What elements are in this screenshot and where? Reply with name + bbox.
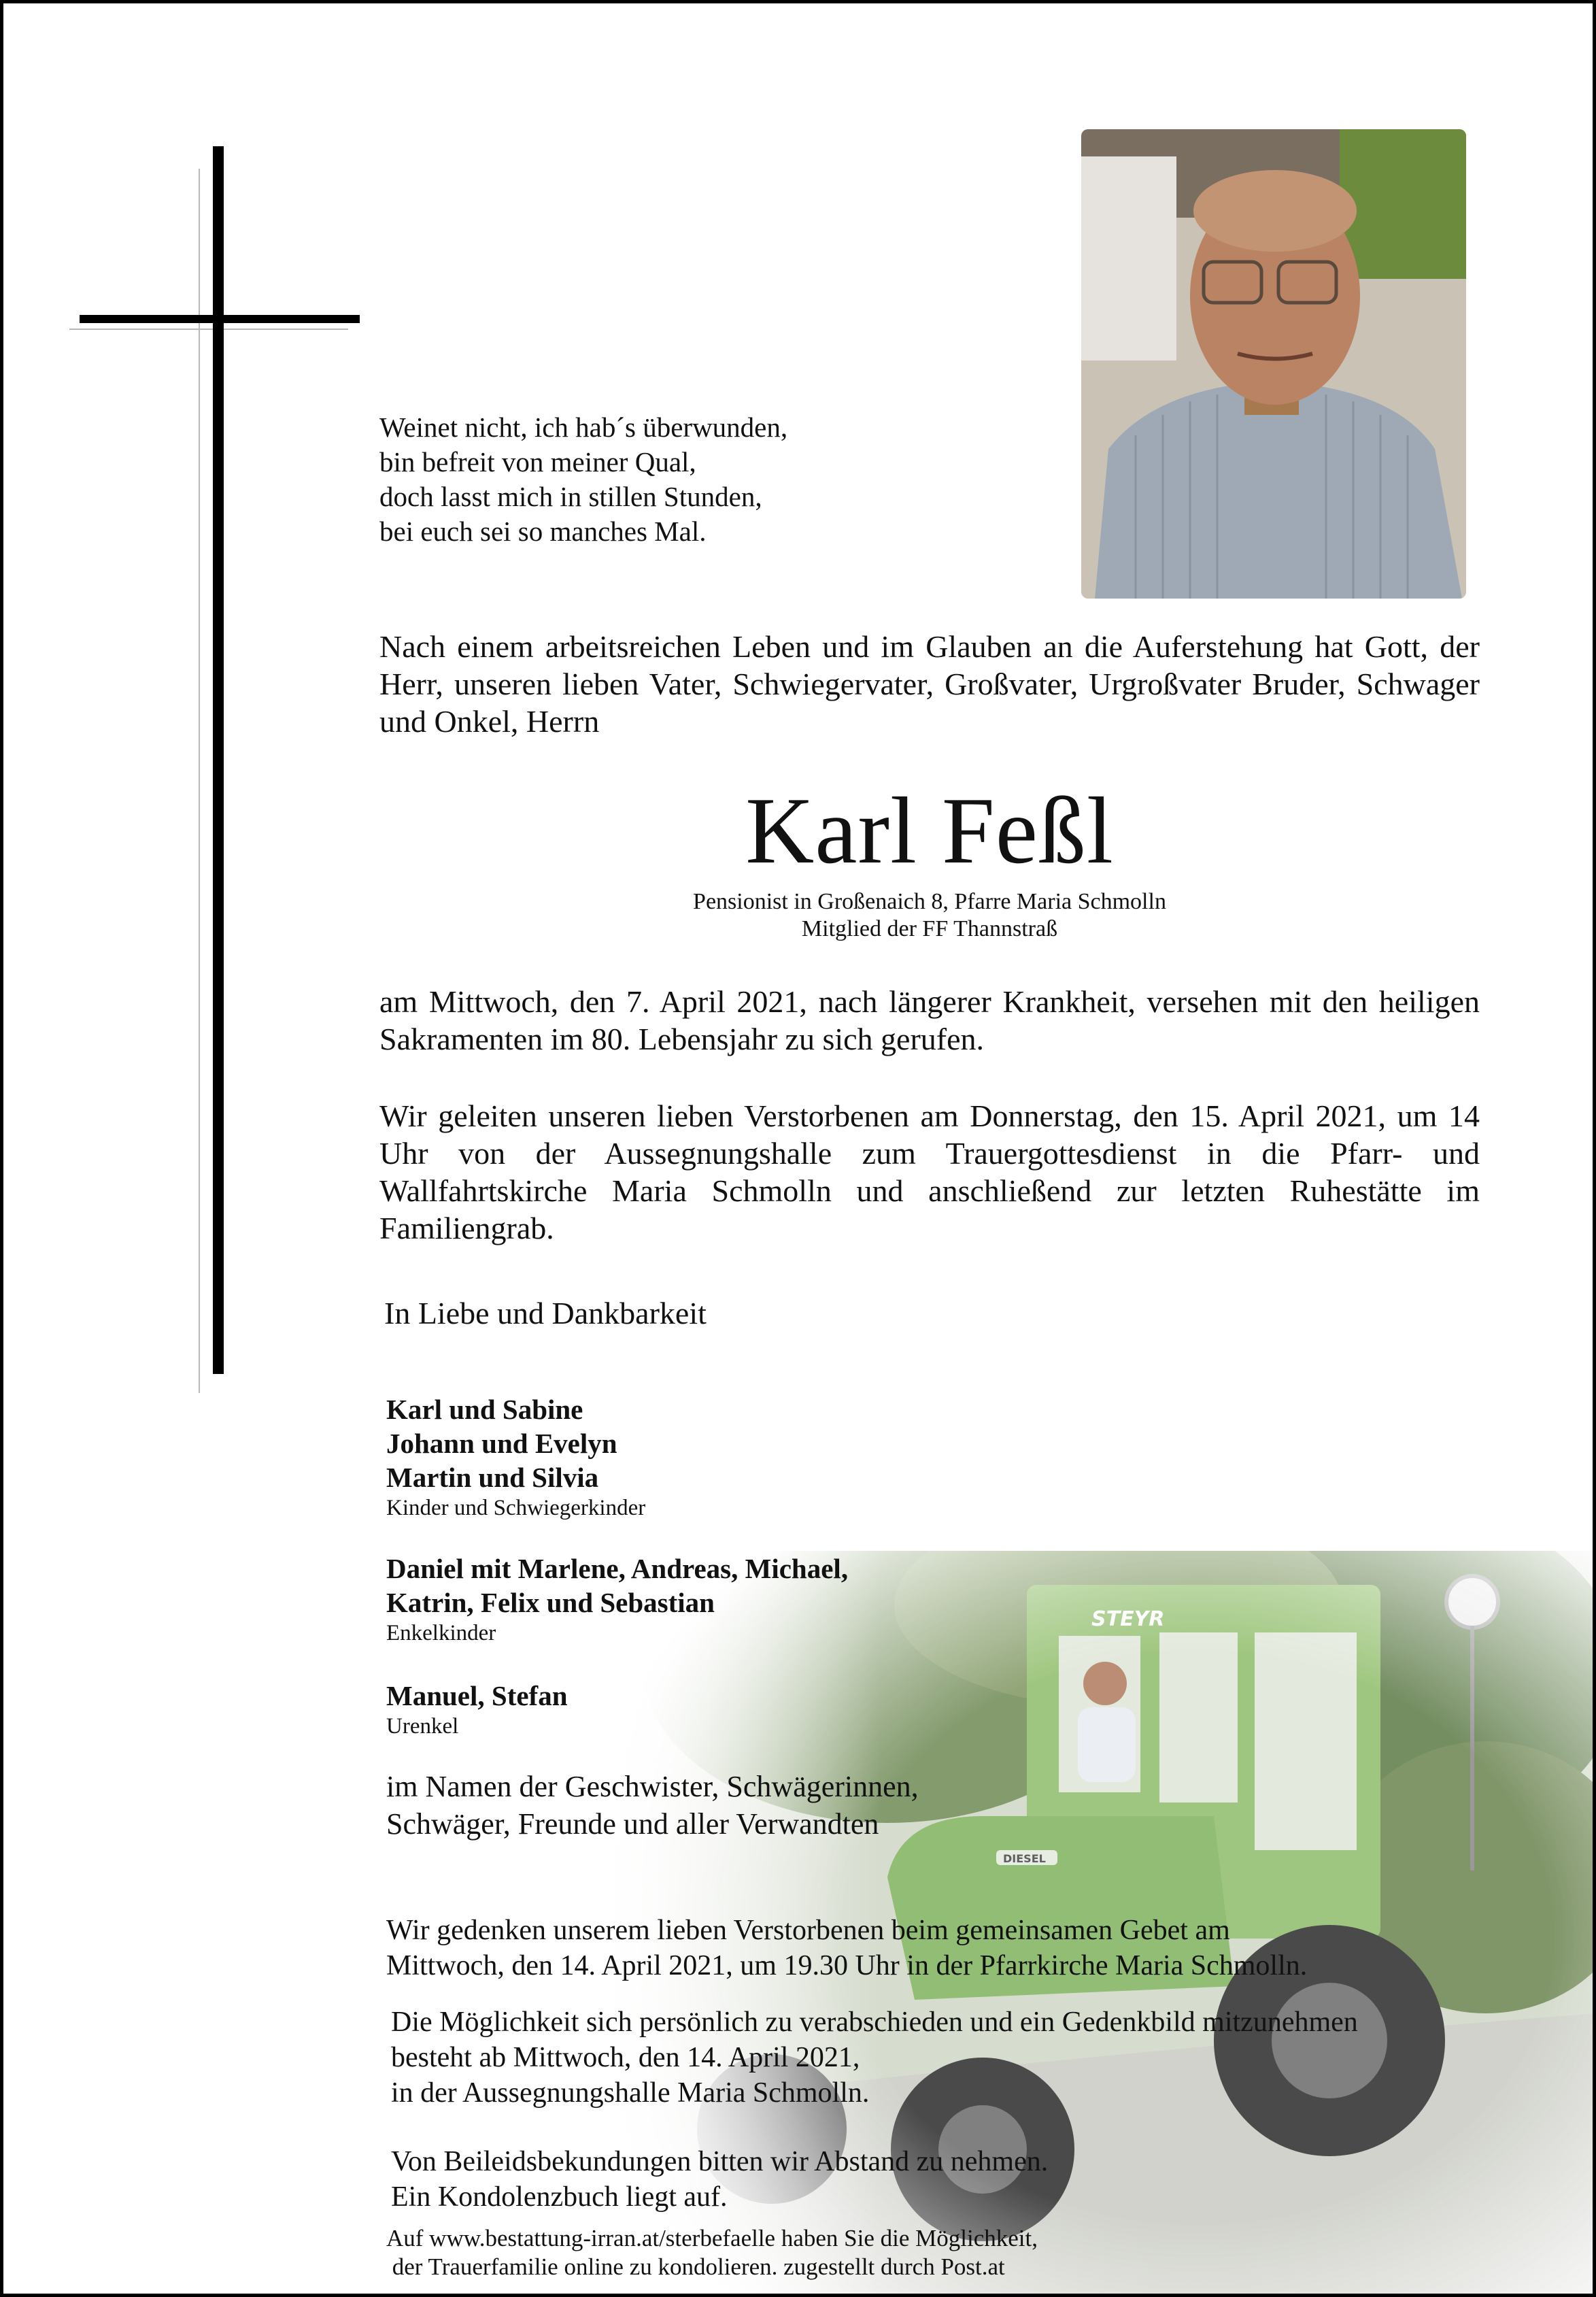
deceased-name: Karl Feßl — [745, 778, 1114, 884]
footer-note — [386, 2224, 1038, 2281]
family-member: Karl und Sabine — [386, 1394, 583, 1425]
behalf-line: Schwäger, Freunde und aller Verwandten — [386, 1807, 879, 1841]
farewell-line: in der Aussegnungshalle Maria Schmolln. — [391, 2077, 870, 2109]
poem-line: bei euch sei so manches Mal. — [379, 516, 707, 547]
family-great-grandchildren — [386, 1679, 568, 1740]
poem-line: Weinet nicht, ich hab´s überwunden, — [379, 412, 788, 443]
portrait-photo — [1081, 129, 1466, 599]
condolence-line: Von Beileidsbekundungen bitten wir Abstand zu nehmen. — [391, 2146, 1049, 2177]
family-grandchildren — [386, 1552, 848, 1647]
cross-shadow-horizontal — [69, 329, 348, 330]
family-member: Manuel, Stefan — [386, 1680, 568, 1711]
footer-line: der Trauerfamilie online zu kondolieren. zugestellt durch Post.at — [386, 2253, 1005, 2280]
intro-text: Nach einem arbeitsreichen Leben und im Glauben an die Auferstehung hat Gott, der Herr, unseren lieben Vater, Schwiegervater, Großvater, Urgroßvater Bruder, Schwager und Onkel, Herrn — [379, 629, 1480, 739]
family-member: Katrin, Felix und Sebastian — [386, 1587, 715, 1618]
family-member: Martin und Silvia — [386, 1462, 599, 1493]
prayer-line: Wir gedenken unserem lieben Verstorbenen beim gemeinsamen Gebet am — [386, 1915, 1230, 1946]
prayer-line: Mittwoch, den 14. April 2021, um 19.30 Uhr in der Pfarrkirche Maria Schmolln. — [386, 1950, 1308, 1981]
family-children — [386, 1392, 645, 1522]
family-role: Enkelkinder — [386, 1621, 496, 1645]
cross-icon — [213, 146, 224, 1374]
closing-text: In Liebe und Dankbarkeit — [384, 1296, 707, 1330]
farewell-notice — [391, 2005, 1358, 2111]
funeral-notice: Wir geleiten unseren lieben Verstorbenen am Donnerstag, den 15. April 2021, um 14 Uhr von der Aussegnungshalle zum Trauergottesdienst in die Pfarr- und Wallfahrtskirche Maria Schmolln und anschließend zur letzten Ruhestätte im Familiengrab. — [379, 1099, 1480, 1245]
death-notice: am Mittwoch, den 7. April 2021, nach längerer Krankheit, versehen mit den heiligen Sakramenten im 80. Lebensjahr zu sich gerufen. — [379, 984, 1480, 1056]
deceased-occupation: Pensionist in Großenaich 8, Pfarre Maria Schmolln — [693, 889, 1166, 914]
farewell-line: Die Möglichkeit sich persönlich zu verabschieden und ein Gedenkbild mitzunehmen — [391, 2007, 1358, 2038]
deceased-membership: Mitglied der FF Thannstraß — [801, 916, 1058, 941]
family-member: Johann und Evelyn — [386, 1428, 617, 1459]
family-role: Urenkel — [386, 1714, 459, 1739]
cross-beam — [80, 315, 360, 323]
family-role: Kinder und Schwiegerkinder — [386, 1496, 646, 1520]
behalf-line: im Namen der Geschwister, Schwägerinnen, — [386, 1770, 919, 1803]
farewell-line: besteht ab Mittwoch, den 14. April 2021, — [391, 2042, 860, 2073]
family-member: Daniel mit Marlene, Andreas, Michael, — [386, 1553, 849, 1584]
family-behalf — [386, 1768, 919, 1843]
prayer-notice — [386, 1913, 1307, 1983]
poem — [379, 410, 787, 549]
cross-shadow-vertical — [199, 169, 200, 1393]
poem-line: bin befreit von meiner Qual, — [379, 446, 696, 477]
poem-line: doch lasst mich in stillen Stunden, — [379, 481, 762, 512]
condolence-line: Ein Kondolenzbuch liegt auf. — [391, 2181, 728, 2213]
footer-line: Auf www.bestattung-irran.at/sterbefaelle haben Sie die Möglichkeit, — [386, 2225, 1038, 2251]
condolence-notice — [391, 2144, 1048, 2215]
